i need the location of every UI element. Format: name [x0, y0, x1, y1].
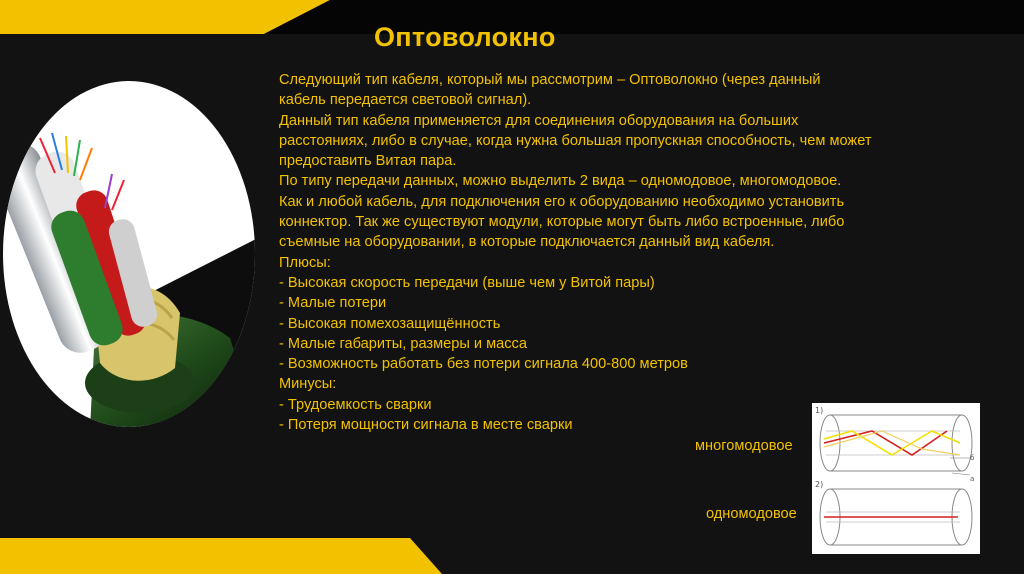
body-line: кабель передается световой сигнал).	[279, 92, 532, 109]
pros-item: - Малые потери	[279, 295, 387, 312]
slide-title: Оптоволокно	[374, 22, 556, 52]
bottom-yellow-band	[0, 538, 1024, 574]
mark-b: б	[970, 454, 975, 462]
cons-item: - Потеря мощности сигнала в месте сварки	[279, 417, 573, 434]
body-line: Следующий тип кабеля, который мы рассмотрим – Оптоволокно (через данный	[279, 72, 821, 88]
body-line: расстояниях, либо в случае, когда нужна большая пропускная способность, чем может	[279, 132, 872, 149]
body-line: предоставить Витая пара.	[279, 153, 457, 170]
body-line: Как и любой кабель, для подключения его к оборудованию необходимо установить	[279, 193, 845, 210]
fiber-mode-diagram	[812, 403, 980, 554]
pros-heading: Плюсы:	[279, 254, 331, 271]
multimode-label: многомодовое	[695, 438, 793, 454]
fiber-cable-image	[0, 78, 258, 430]
panel-1-label: 1)	[815, 406, 824, 415]
cons-item: - Трудоемкость сварки	[279, 396, 432, 413]
body-text	[279, 70, 919, 435]
panel-2-label: 2)	[815, 480, 824, 489]
body-line: коннектор. Так же существуют модули, которые могут быть либо встроенные, либо	[279, 214, 845, 231]
pros-item: - Возможность работать без потери сигнала 400-800 метров	[279, 356, 688, 373]
pros-item: - Высокая помехозащищённость	[279, 315, 501, 332]
pros-item: - Высокая скорость передачи (выше чем у Витой пары)	[279, 274, 655, 291]
body-line: Данный тип кабеля применяется для соединения оборудования на больших	[279, 112, 799, 129]
body-line: По типу передачи данных, можно выделить 2 вида – одномодовое, многомодовое.	[279, 173, 842, 190]
body-line: съемные на оборудовании, в которые подключается данный вид кабеля.	[279, 234, 775, 251]
singlemode-label: одномодовое	[706, 506, 797, 522]
cons-heading: Минусы:	[279, 376, 337, 393]
pros-item: - Малые габариты, размеры и масса	[279, 335, 527, 352]
mark-a: а	[970, 475, 975, 483]
